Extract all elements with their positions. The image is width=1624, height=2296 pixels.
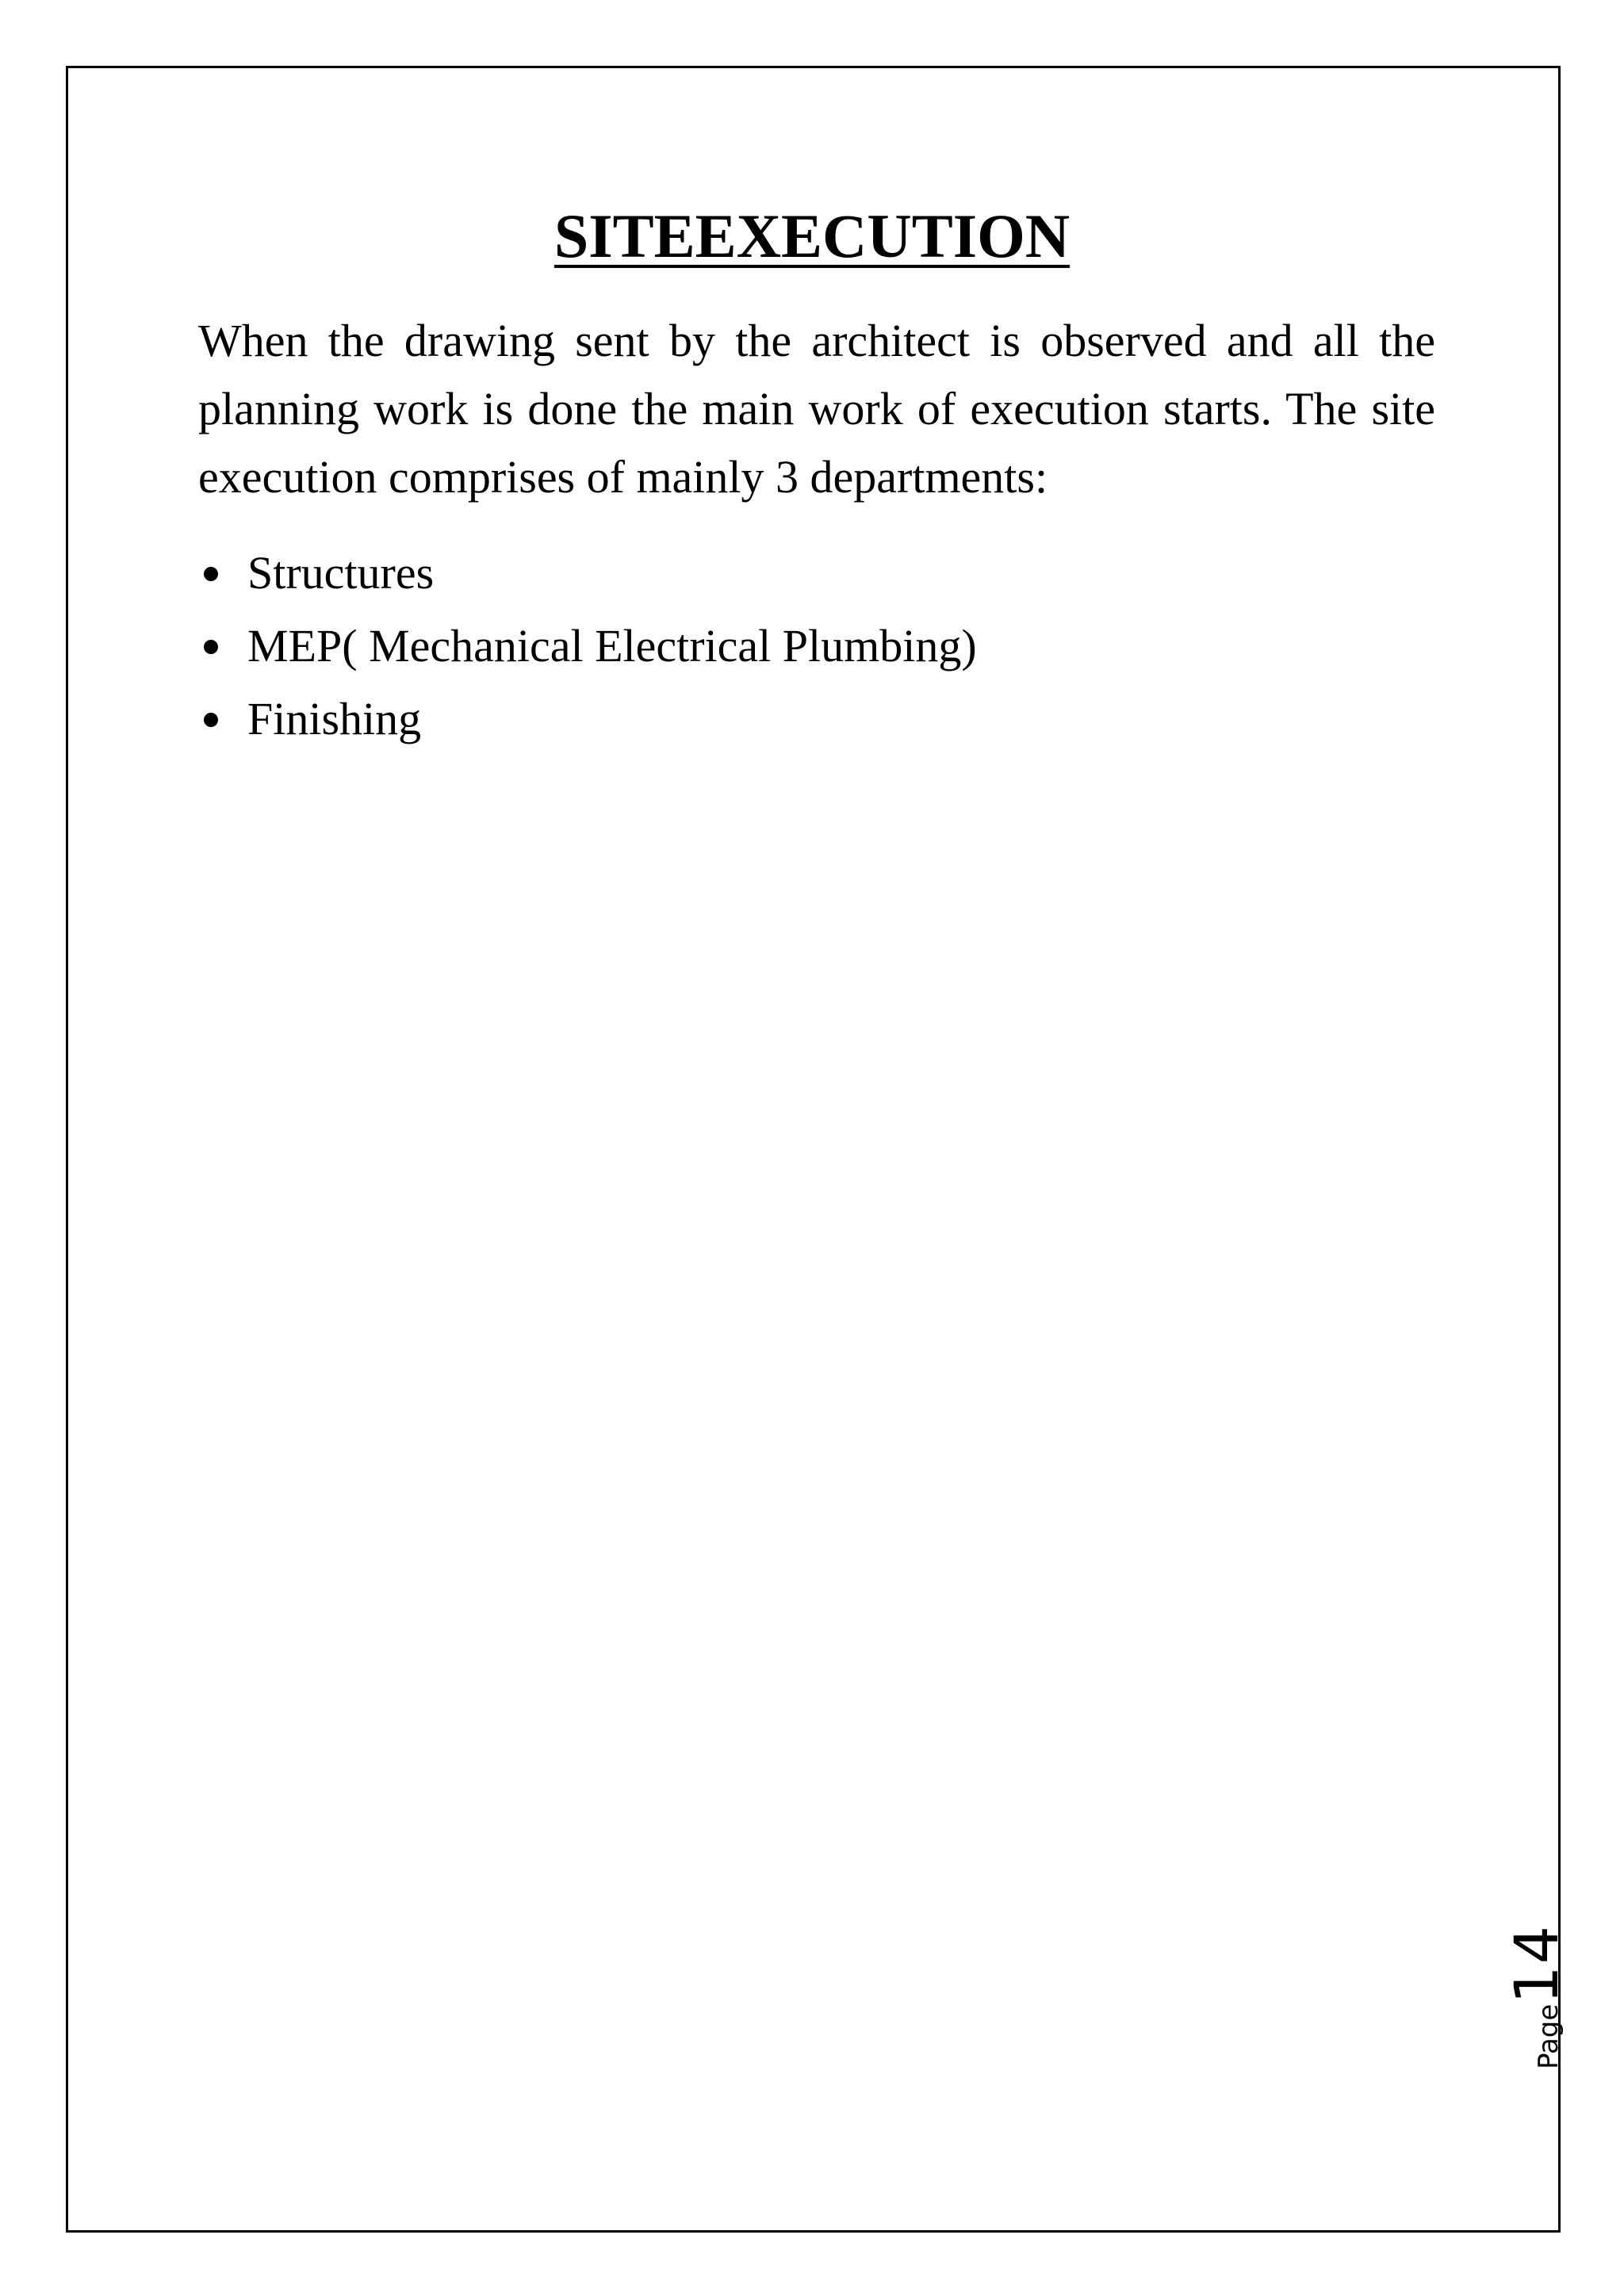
page-label: Page <box>1533 2003 1565 2069</box>
bullet-dot-icon <box>204 713 218 727</box>
page-title: SITEEXECUTION <box>553 201 1071 270</box>
page-number-value: 14 <box>1501 1923 1572 2004</box>
list-item-label: Structures <box>247 547 435 599</box>
intro-paragraph: When the drawing sent by the architect is observed and all the planning work is done the main work of execution starts. The site execution comprises of mainly 3 departments: <box>198 315 1435 503</box>
bullet-dot-icon <box>204 567 218 581</box>
bullet-dot-icon <box>204 640 218 654</box>
list-item <box>198 683 1388 756</box>
list-item <box>198 537 1388 610</box>
list-item-label: Finishing <box>247 693 422 744</box>
page-number <box>1501 1923 1572 2069</box>
list-item <box>198 610 1388 683</box>
list-item-label: MEP( Mechanical Electrical Plumbing) <box>247 620 977 672</box>
departments-list <box>198 537 1388 756</box>
